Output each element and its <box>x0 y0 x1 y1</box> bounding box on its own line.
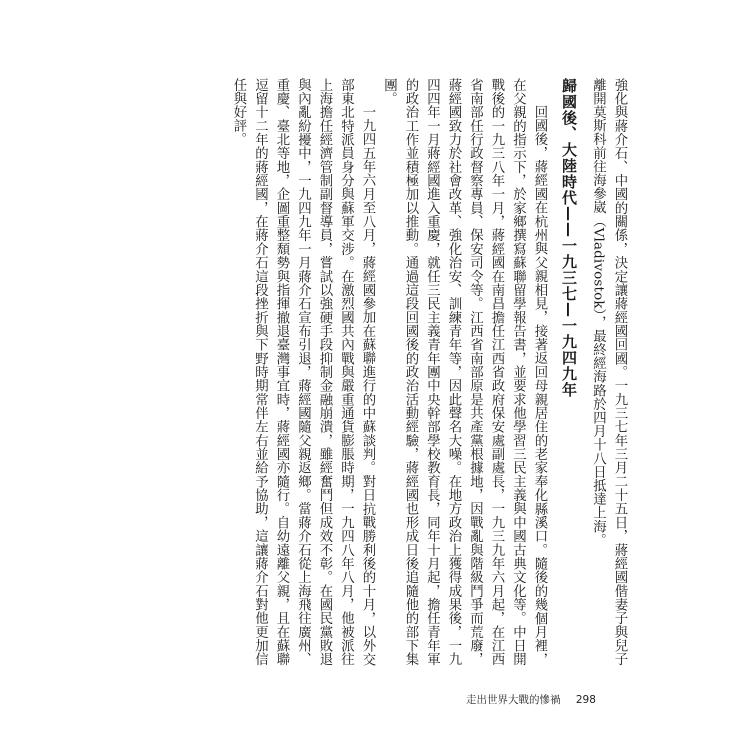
page-footer <box>466 692 596 707</box>
vertical-body-text <box>175 78 630 666</box>
paragraph-3: 一九四五年六月至八月，蔣經國參加在蘇聯進行的中蘇談判。對日抗戰勝利後的十月，以外交部東北特派員身分與蘇軍交涉。在激烈國共內戰與嚴重通貨膨脹時期，一九四八年八月，他被派往上海擔任經濟管制副督導員，嘗試以強硬手段抑制金融崩潰，雖經奮鬥但成效不彰。在國民黨敗退與內亂紛擾中，一九四九年一月蔣介石宣布引退，蔣經國隨父親返鄉。當蔣介石從上海飛往廣州、重慶、臺北等地，企圖重整頹勢與指揮撤退臺灣事宜時，蔣經國亦隨行。自幼遠離父親，且在蘇聯逗留十二年的蔣經國，在蔣介石這段挫折與下野時期常伴左右並給予協助，這讓蔣介石對他更加信任與好評。 <box>231 78 375 666</box>
section-heading: 歸國後、大陸時代——一九三七—一九四九年 <box>560 78 578 398</box>
paragraph-2: 回國後，蔣經國在杭州與父親相見，接著返回母親居住的老家奉化縣溪口。隨後的幾個月裡，在父親的指示下，於家鄉撰寫蘇聯留學報告書，並要求他學習三民主義與中國古典文化等。中日開戰後的一九三八年一月，蔣經國在南昌擔任江西省政府保安處副處長，一九三九年六月起，在江西省南部任行政督察專員、保安司令等。江西省南部原是共產黨根據地，因戰亂與階級鬥爭而荒廢，蔣經國致力於社會改革、強化治安、訓練青年等，因此聲名大噪。在地方政治上獲得成果後，一九四四年一月蔣經國進入重慶，就任三民主義青年團中央幹部學校教育長，同年十月起，擔任青年軍的政治工作並積極加以推動。通過這段回國後的政治活動經驗，蔣經國也形成日後追隨他的部下集團。 <box>381 78 547 666</box>
paragraph-1: 強化與蔣介石、中國的關係，決定讓蔣經國回國。一九三七年三月二十五日，蔣經國偕妻子與兒子離開莫斯科前往海參崴（Vladivostok），最終經海路於四月十八日抵達上海。 <box>590 78 627 666</box>
page-number: 298 <box>575 694 596 706</box>
running-title: 走出世界大戰的慘禍 <box>466 694 561 706</box>
